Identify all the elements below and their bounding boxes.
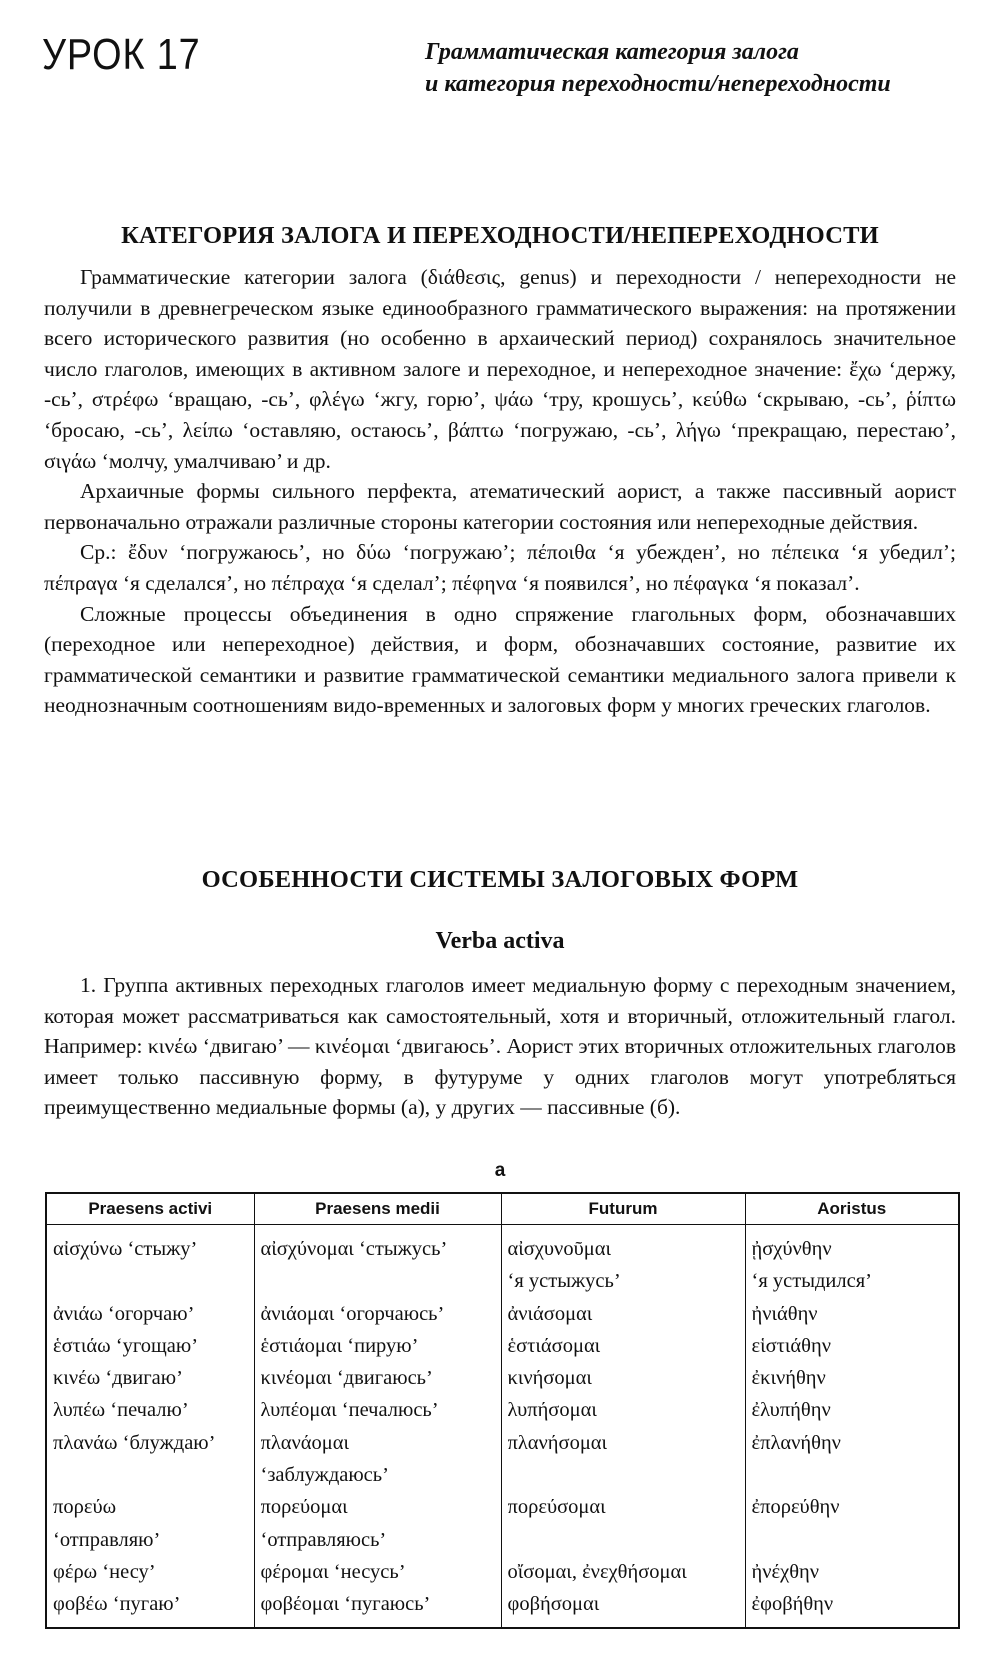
table-cell-line: λυπήσομαι (507, 1399, 597, 1422)
paragraph: Сложные процессы объединения в одно спряжение глагольных форм, обозначавших (переходное или непереходное) действия, и форм, обозначавших состояние, развитие их грамматической семантики и развитие грамматической семантики медиального залога привели к неоднозначным соотношениям видо-временных и залоговых форм у многих греческих глаголов. (44, 601, 956, 718)
column-header: Futurum (501, 1193, 745, 1225)
paragraph: Грамматические категории залога (διάθεσις, genus) и переходности / непереходности не получили в древнегреческом языке единообразного грамматического выражения: на протяжении всего исторического развития (но особенно в архаический период) сохранялось значительное число глаголов, имеющих в активном залоге и переходное, и непереходное значение: ἔχω ‘держу, -сь’, στρέφω ‘вращаю, -сь’, φλέγω ‘жгу, горю’, ψάω ‘тру, крошусь’, κεύθω ‘скрываю, -сь’, ῥίπτω ‘бросаю, -сь’, λείπω ‘оставляю, остаюсь’, βάπτω ‘погружаю, -сь’, λήγω ‘прекращаю, перестаю’, σιγάω ‘молчу, умалчиваю’ и др. (44, 265, 956, 473)
table-cell-line: ‘я устыжусь’ (507, 1270, 621, 1293)
lesson-topic-line2: и категория переходности/непереходности (425, 71, 891, 97)
table-cell-line: αἰσχύνομαι ‘стыжусь’ (260, 1238, 448, 1260)
table-cell-line: ἐπορεύθην (751, 1496, 840, 1519)
table-cell-line (53, 1459, 250, 1491)
table-header-row (46, 1193, 959, 1225)
paragraph: Ср.: ἔδυν ‘погружаюсь’, но δύω ‘погружаю’; πέποιθα ‘я убежден’, но πέπεικα ‘я убедил’; πέπραγα ‘я сделался’, но πέπραχα ‘я сделал’; πέφηνα ‘я появился’, но πέφαγκα ‘я показал’. (44, 540, 956, 595)
lesson-number: УРОК 17 (42, 30, 201, 79)
table-cell-line: κινήσομαι (507, 1367, 592, 1390)
table-cell-line: φοβέω ‘пугаю’ (53, 1593, 181, 1616)
table-cell-line: πορεύω (53, 1496, 117, 1519)
column-header: Praesens medii (254, 1193, 501, 1225)
column-praesens-medii (254, 1225, 501, 1628)
table-cell-line: ἠνέχθην (751, 1560, 820, 1583)
table-cell-line: ἐφοβήθην (751, 1593, 834, 1616)
table-cell-line: ᾐσχύνθην (751, 1238, 832, 1260)
table-cell-line: πορεύσομαι (507, 1496, 606, 1519)
table-cell-line (752, 1459, 955, 1491)
table-cell-line: ἠνιάθην (751, 1302, 818, 1325)
table-cell-line: ἑστιάομαι ‘пирую’ (260, 1334, 419, 1357)
table-cell-line: εἱστιάθην (751, 1334, 831, 1357)
table-cell-line: ‘я устыдился’ (751, 1270, 872, 1293)
paragraph: 1. Группа активных переходных глаголов имеет медиальную форму с переходным значением, которая может рассматриваться как самостоятельный, хотя и вторичный, отложительный глагол. Например: κινέω ‘двигаю’ — κινέομαι ‘двигаюсь’. Аорист этих вторичных отложительных глаголов имеет только пассивную форму, в футуруме у одних глаголов могут употребляться преимущественно медиальные формы (а), у других — пассивные (б). (44, 973, 956, 1120)
table-cell-line: ἑστιάσομαι (507, 1334, 601, 1357)
column-aoristus (745, 1225, 959, 1628)
table-cell-line: φέρω ‘несу’ (53, 1560, 156, 1583)
table-cell-line: ἐπλανήθην (751, 1431, 841, 1454)
section-title-voice: КАТЕГОРИЯ ЗАЛОГА И ПЕРЕХОДНОСТИ/НЕПЕРЕХОДНОСТИ (121, 222, 879, 249)
table-cell-line: ‘заблуждаюсь’ (260, 1464, 389, 1487)
table-cell-line: ‘отправляю’ (53, 1528, 161, 1551)
table-cell-line: ἀνιάσομαι (507, 1302, 593, 1325)
table-cell-line: κινέομαι ‘двигаюсь’ (260, 1367, 433, 1390)
section-body-verba-activa (44, 970, 956, 1123)
table-cell-line: πλανήσομαι (507, 1431, 608, 1454)
table-cell-line: λυπέομαι ‘печалюсь’ (260, 1399, 439, 1422)
table-caption: а (494, 1160, 506, 1181)
column-header: Aoristus (745, 1193, 959, 1225)
table-cell-line: αἰσχυνοῦμαι (507, 1238, 611, 1260)
table-cell-line: λυπέω ‘печалю’ (53, 1399, 189, 1422)
table-cell-line: οἴσομαι, ἐνεχθήσομαι (507, 1560, 687, 1583)
table-cell-line (508, 1459, 741, 1491)
table-cell-line (508, 1524, 741, 1556)
table-cell-line: κινέω ‘двигаю’ (53, 1367, 183, 1390)
table-cell-line (53, 1265, 250, 1297)
table-cell-line: ἑστιάω ‘угощаю’ (53, 1334, 199, 1357)
table-cell-line: ἐκινήθην (751, 1367, 826, 1390)
subsection-title: Verba activa (435, 928, 565, 954)
paragraph: Архаичные формы сильного перфекта, атематический аорист, а также пассивный аорист первоначально отражали различные стороны категории состояния или непереходные действия. (44, 479, 956, 534)
table-cell-line: ‘отправляюсь’ (260, 1528, 387, 1551)
verb-forms-table-wrapper (45, 1192, 958, 1629)
table-cell-line: αἰσχύνω ‘стыжу’ (53, 1238, 198, 1260)
table-cell-line: πορεύομαι (260, 1496, 348, 1519)
column-header: Praesens activi (46, 1193, 254, 1225)
table-cell-line (261, 1265, 497, 1297)
column-praesens-activi (46, 1225, 254, 1628)
table-cell-line: φέρομαι ‘несусь’ (260, 1560, 406, 1583)
lesson-topic (425, 36, 965, 100)
section-title-voice-forms: ОСОБЕННОСТИ СИСТЕМЫ ЗАЛОГОВЫХ ФОРМ (201, 866, 799, 893)
column-futurum (501, 1225, 745, 1628)
table-cell-line: πλανάω ‘блуждаю’ (53, 1431, 216, 1454)
verb-forms-table (45, 1192, 960, 1629)
lesson-topic-line1: Грамматическая категория залога (425, 39, 799, 65)
table-cell-line: ἀνιάομαι ‘огорчаюсь’ (260, 1302, 445, 1325)
table-cell-line: πλανάομαι (260, 1431, 350, 1454)
table-cell-line: ἐλυπήθην (751, 1399, 831, 1422)
table-cell-line: φοβήσομαι (507, 1593, 600, 1616)
table-cell-line: ἀνιάω ‘огорчаю’ (53, 1302, 195, 1325)
table-row (46, 1225, 959, 1628)
section-body-voice (44, 262, 956, 721)
table-cell-line (752, 1524, 955, 1556)
table-cell-line: φοβέομαι ‘пугаюсь’ (260, 1593, 431, 1616)
